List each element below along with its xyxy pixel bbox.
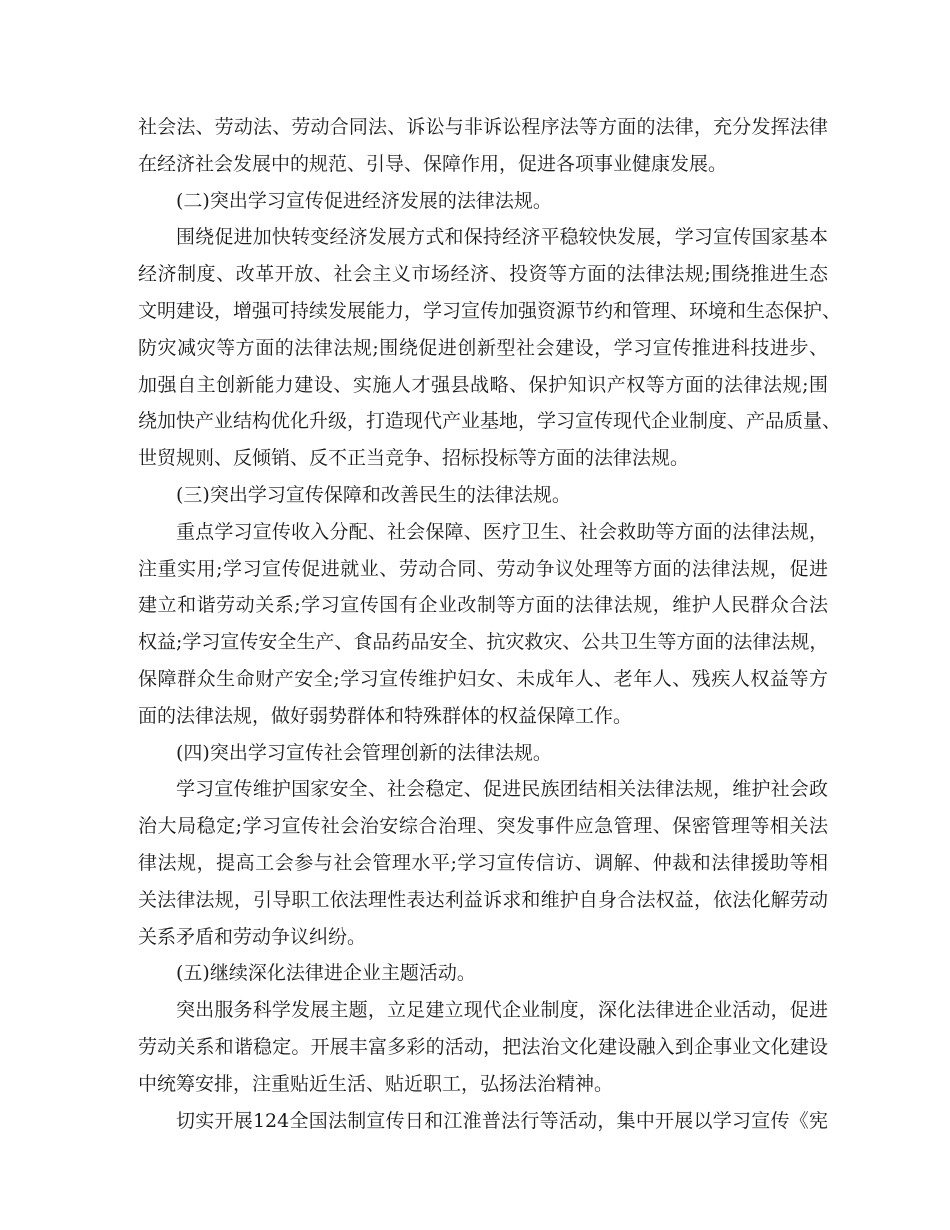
paragraph-first-line: 重点学习宣传收入分配、社会保障、医疗卫生、社会救助等方面的法律法规， xyxy=(176,520,828,543)
paragraph-first-line: (四)突出学习宣传社会管理创新的法律法规。 xyxy=(176,741,552,764)
paragraph-line: 关法律法规，引导职工依法理性表达利益诉求和维护自身合法权益，依法化解劳动 xyxy=(138,888,828,911)
document-body xyxy=(138,109,842,1139)
paragraph-line: 世贸规则、反倾销、反不正当竞争、招标投标等方面的法律法规。 xyxy=(138,447,690,470)
paragraph-line: 劳动关系和谐稳定。开展丰富多彩的活动，把法治文化建设融入到企事业文化建设 xyxy=(138,1035,828,1058)
paragraph-line: 文明建设，增强可持续发展能力，学习宣传加强资源节约和管理、环境和生态保护、 xyxy=(138,299,842,322)
paragraph-line: 防灾减灾等方面的法律法规;围绕促进创新型社会建设，学习宣传推进科技进步、 xyxy=(138,336,828,359)
paragraph-line: 绕加快产业结构优化升级，打造现代产业基地，学习宣传现代企业制度、产品质量、 xyxy=(138,410,842,433)
paragraph-first-line: (五)继续深化法律进企业主题活动。 xyxy=(176,962,476,985)
paragraph-first-line: 切实开展124全国法制宣传日和江淮普法行等活动，集中开展以学习宣传《宪 xyxy=(176,1109,828,1132)
paragraph-first-line: 围绕促进加快转变经济发展方式和保持经济平稳较快发展，学习宣传国家基本 xyxy=(176,226,828,249)
paragraph-line: 在经济社会发展中的规范、引导、保障作用，促进各项事业健康发展。 xyxy=(138,152,728,175)
paragraph-first-line: (三)突出学习宣传保障和改善民生的法律法规。 xyxy=(176,483,571,506)
paragraph-first-line: 学习宣传维护国家安全、社会稳定、促进民族团结相关法律法规，维护社会政 xyxy=(176,778,828,801)
paragraph-first-line: 突出服务科学发展主题，立足建立现代企业制度，深化法律进企业活动，促进 xyxy=(176,999,828,1022)
paragraph-first-line: (二)突出学习宣传促进经济发展的法律法规。 xyxy=(176,189,552,212)
paragraph-line: 建立和谐劳动关系;学习宣传国有企业改制等方面的法律法规，维护人民群众合法 xyxy=(138,594,828,617)
paragraph-line: 权益;学习宣传安全生产、食品药品安全、抗灾救灾、公共卫生等方面的法律法规， xyxy=(138,631,829,654)
paragraph-line: 保障群众生命财产安全;学习宣传维护妇女、未成年人、老年人、残疾人权益等方 xyxy=(138,667,828,690)
paragraph-line: 社会法、劳动法、劳动合同法、诉讼与非诉讼程序法等方面的法律，充分发挥法律 xyxy=(138,116,828,138)
paragraph-line: 注重实用;学习宣传促进就业、劳动合同、劳动争议处理等方面的法律法规，促进 xyxy=(138,557,828,580)
paragraph-line: 关系矛盾和劳动争议纠纷。 xyxy=(138,925,367,948)
paragraph-line: 治大局稳定;学习宣传社会治安综合治理、突发事件应急管理、保密管理等相关法 xyxy=(138,815,828,838)
paragraph-line: 面的法律法规，做好弱势群体和特殊群体的权益保障工作。 xyxy=(138,704,633,727)
paragraph-line: 加强自主创新能力建设、实施人才强县战略、保护知识产权等方面的法律法规;围 xyxy=(138,373,828,396)
paragraph-line: 律法规，提高工会参与社会管理水平;学习宣传信访、调解、仲裁和法律援助等相 xyxy=(138,851,828,874)
paragraph-line: 中统筹安排，注重贴近生活、贴近职工，弘扬法治精神。 xyxy=(138,1072,614,1095)
paragraph-line: 经济制度、改革开放、社会主义市场经济、投资等方面的法律法规;围绕推进生态 xyxy=(138,263,828,286)
